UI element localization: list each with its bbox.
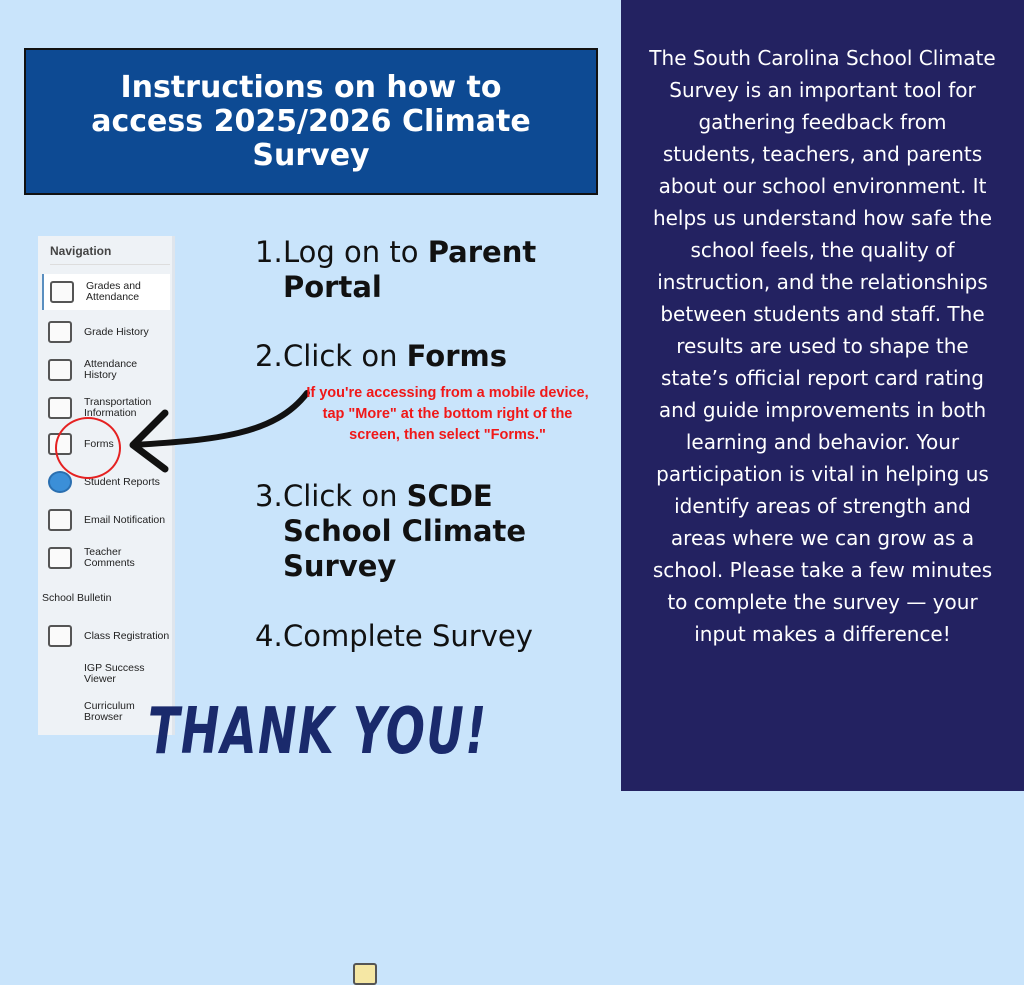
grades-icon [50,281,74,303]
step-number: 1. [255,235,283,269]
thank-you-lettering: THANK YOU! [148,695,488,769]
step-number: 2. [255,339,283,373]
step-text: Complete Survey [283,619,533,653]
step-number: 3. [255,479,283,513]
sidebar-item-label: Forms [84,437,114,450]
step-text: Click on [283,339,407,373]
description-panel [621,0,1024,791]
blank-icon [48,701,72,723]
blank-icon [48,663,72,685]
step-text: Log on to [283,235,428,269]
mobile-note: If you're accessing from a mobile device, tap "More" at the bottom right of the screen, then select "Forms." [306,385,589,443]
navigation-panel [38,236,175,735]
sidebar-item-label: Curriculum Browser [84,700,135,723]
sidebar-item-attendance-history[interactable] [42,352,170,388]
speech-bubble-icon [48,547,72,569]
sidebar-item-label: Student Reports [84,475,160,488]
sidebar-item-school-bulletin[interactable] [42,580,170,616]
sidebar-item-teacher-comments[interactable] [42,540,170,576]
step-bold: SCDE School Climate Survey [283,479,527,583]
sidebar-item-label: Teacher Comments [84,546,135,569]
step-text: Click on [283,479,407,513]
sidebar-item-class-registration[interactable] [42,618,170,654]
sidebar-item-label: IGP Success Viewer [84,662,145,685]
sidebar-item-label: Class Registration [84,629,170,642]
sidebar-item-email-notification[interactable] [42,502,170,538]
sidebar-item-igp-success-viewer[interactable] [42,656,170,692]
step-4 [255,619,585,654]
bulletin-icon [353,963,377,985]
arrow-icon [125,385,315,475]
step-1 [255,235,585,305]
step-3 [255,479,545,584]
sidebar-item-label: Attendance History [84,358,138,381]
speech-bubble-icon [48,397,72,419]
sidebar-item-grades-and-attendance[interactable] [42,274,170,310]
attendance-icon [48,359,72,381]
forms-highlight-circle [55,417,121,479]
sidebar-item-label: Grade History [84,325,149,338]
step-number: 4. [255,619,283,653]
step-bold: Forms [406,339,508,373]
grade-history-icon [48,321,72,343]
step-bold: Parent Portal [283,235,537,304]
envelope-icon [48,509,72,531]
description-text: The South Carolina School Climate Survey is an important tool for gathering feedback from students, teachers, and parents about our school environment. It helps us understand how safe the school feels, the quality of instruction, and the relationships between students and staff. The results are used to shape the state’s official report card rating and guide improvements in both learning and behavior. Your participation is vital in helping us identify areas of strength and areas where we can grow as a school. Please take a few minutes to complete the survey — your input makes a difference! [649,46,996,646]
navigation-heading: Navigation [50,244,170,265]
sidebar-item-label: Transportation Information [84,396,152,419]
reports-icon [48,471,72,493]
sidebar-item-label: School Bulletin [42,591,112,604]
registration-icon [48,625,72,647]
step-2 [255,339,585,374]
sidebar-item-label: Grades and Attendance [86,280,141,303]
page-title: Instructions on how to access 2025/2026 Climate Survey [24,48,598,195]
sidebar-item-label: Email Notification [84,513,166,526]
sidebar-item-grade-history[interactable] [42,314,170,350]
